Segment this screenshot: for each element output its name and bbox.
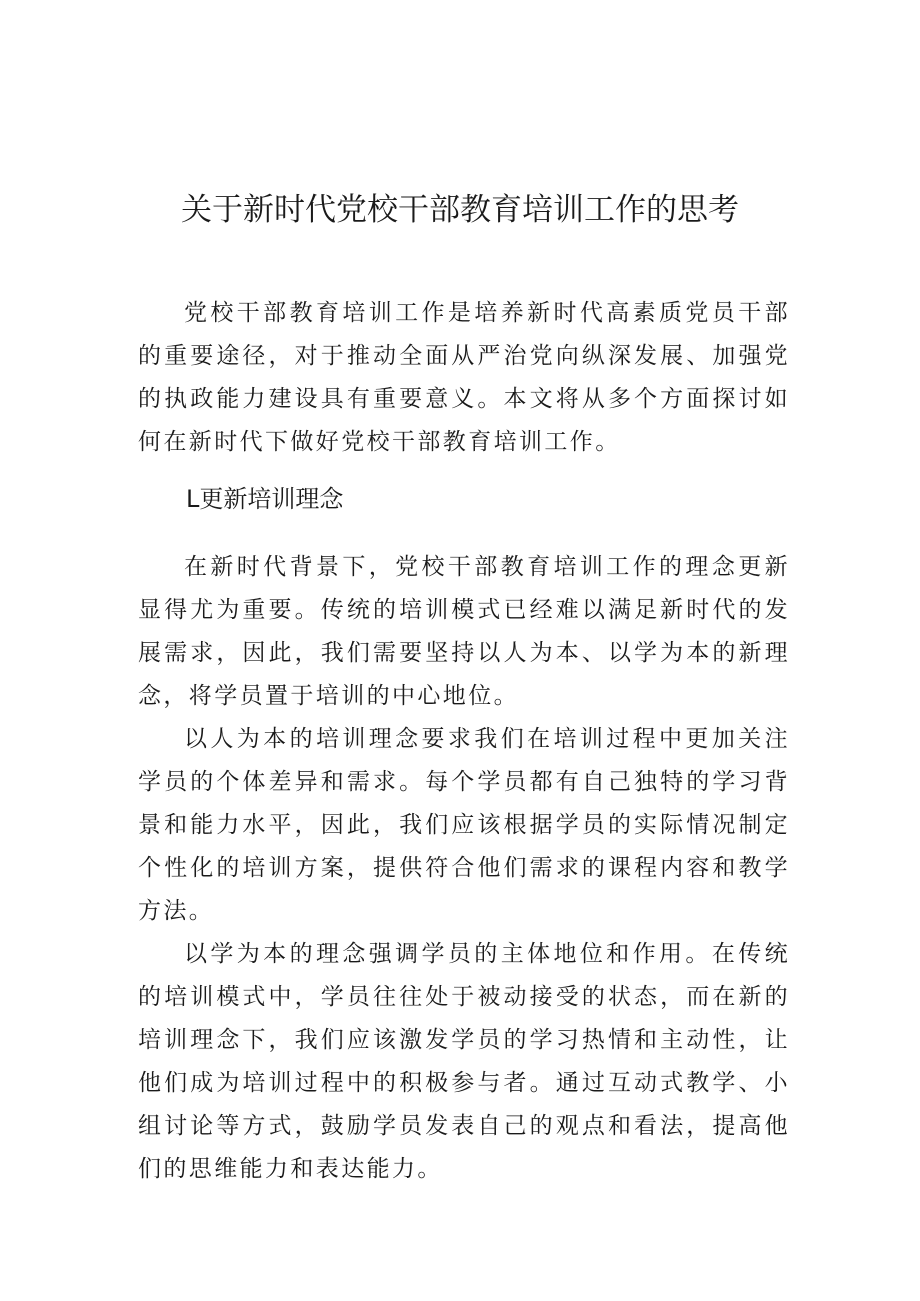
document-title: 关于新时代党校干部教育培训工作的思考: [181, 192, 739, 228]
body-paragraph-2: 以人为本的培训理念要求我们在培训过程中更加关注学员的个体差异和需求。每个学员都有自己独特的学习背景和能力水平，因此，我们应该根据学员的实际情况制定个性化的培训方案，提供符合他们需求的课程内容和教学方法。: [138, 726, 790, 924]
section-heading: L更新培训理念: [186, 485, 344, 513]
body-paragraph-3: 以学为本的理念强调学员的主体地位和作用。在传统的培训模式中，学员往往处于被动接受的状态，而在新的培训理念下，我们应该激发学员的学习热情和主动性，让他们成为培训过程中的积极参与者。通过互动式教学、小组讨论等方式，鼓励学员发表自己的观点和看法，提高他们的思维能力和表达能力。: [138, 941, 790, 1182]
section-body: [138, 546, 790, 1191]
body-paragraph-1: 在新时代背景下，党校干部教育培训工作的理念更新显得尤为重要。传统的培训模式已经难以满足新时代的发展需求，因此，我们需要坚持以人为本、以学为本的新理念，将学员置于培训的中心地位。: [138, 554, 790, 709]
intro-paragraph: 党校干部教育培训工作是培养新时代高素质党员干部的重要途径，对于推动全面从严治党向纵深发展、加强党的执政能力建设具有重要意义。本文将从多个方面探讨如何在新时代下做好党校干部教育培训工作。: [138, 300, 790, 455]
intro-block: [138, 292, 790, 464]
